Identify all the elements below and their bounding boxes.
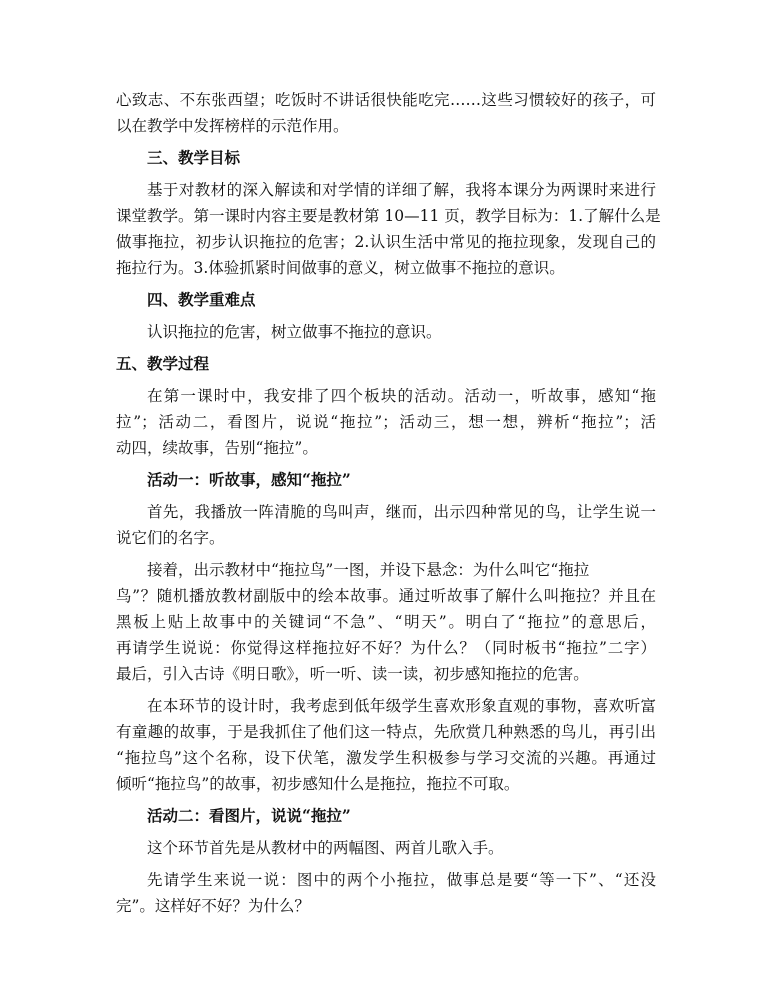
text-line: 鸟”？随机播放教材副版中的绘本故事。通过听故事了解什么叫拖拉？并且在: [116, 587, 656, 605]
text-line: 做事拖拉，初步认识拖拉的危害；2.认识生活中常见的拖拉现象，发现自己的: [116, 233, 656, 251]
text-line: 课堂教学。第一课时内容主要是教材第 10—11 页，教学目标为：1.了解什么是: [116, 207, 661, 225]
text-line: 先请学生来说一说：图中的两个小拖拉，做事总是要“等一下”、“还没: [147, 871, 656, 889]
text-line: 接着，出示教材中“拖拉鸟”一图，并设下悬念：为什么叫它“拖拉: [147, 561, 590, 579]
text-line: 黑板上贴上故事中的关键词“不急”、“明天”。明白了“拖拉”的意思后，: [116, 613, 656, 631]
text-line: 动四，续故事，告别“拖拉”。: [116, 439, 318, 457]
text-line: 拉”；活动二，看图片，说说“拖拉”；活动三，想一想，辨析“拖拉”；活: [116, 413, 656, 431]
section-heading: 三、教学目标: [147, 148, 241, 167]
text-line: 倾听“拖拉鸟”的故事，初步感知什么是拖拉，拖拉不可取。: [116, 775, 520, 793]
text-line: 认识拖拉的危害，树立做事不拖拉的意识。: [147, 323, 442, 341]
text-line: 在本环节的设计时，我考虑到低年级学生喜欢形象直观的事物，喜欢听富: [147, 697, 656, 715]
text-line: 首先，我播放一阵清脆的鸟叫声，继而，出示四种常见的鸟，让学生说一: [147, 503, 656, 521]
text-line: 最后，引入古诗《明日歌》，听一听、读一读，初步感知拖拉的危害。: [116, 665, 589, 683]
text-line: 这个环节首先是从教材中的两幅图、两首儿歌入手。: [147, 839, 504, 857]
text-line: 在第一课时中，我安排了四个板块的活动。活动一，听故事，感知“拖: [147, 387, 656, 405]
text-line: 说它们的名字。: [116, 529, 225, 547]
section-heading: 五、教学过程: [116, 354, 210, 373]
activity-heading: 活动一：听故事，感知“拖拉”: [147, 470, 351, 489]
text-line: 基于对教材的深入解读和对学情的详细了解，我将本课分为两课时来进行: [147, 181, 656, 199]
text-line: 以在教学中发挥榜样的示范作用。: [116, 117, 349, 135]
text-line: 完”。这样好不好？为什么？: [116, 897, 310, 915]
section-heading: 四、教学重难点: [147, 290, 256, 309]
text-line: 再请学生说说：你觉得这样拖拉好不好？为什么？（同时板书“拖拉”二字）: [116, 639, 656, 657]
text-line: 有童趣的故事，于是我抓住了他们这一特点，先欣赏几种熟悉的鸟儿，再引出: [116, 723, 656, 741]
text-line: “拖拉鸟”这个名称，设下伏笔，激发学生积极参与学习交流的兴趣。再通过: [116, 749, 656, 767]
document-page: [116, 87, 661, 919]
activity-heading: 活动二：看图片，说说“拖拉”: [147, 806, 351, 825]
text-line: 心致志、不东张西望；吃饭时不讲话很快能吃完……这些习惯较好的孩子，可: [116, 91, 656, 109]
text-line: 拖拉行为。3.体验抓紧时间做事的意义，树立做事不拖拉的意识。: [116, 259, 565, 277]
